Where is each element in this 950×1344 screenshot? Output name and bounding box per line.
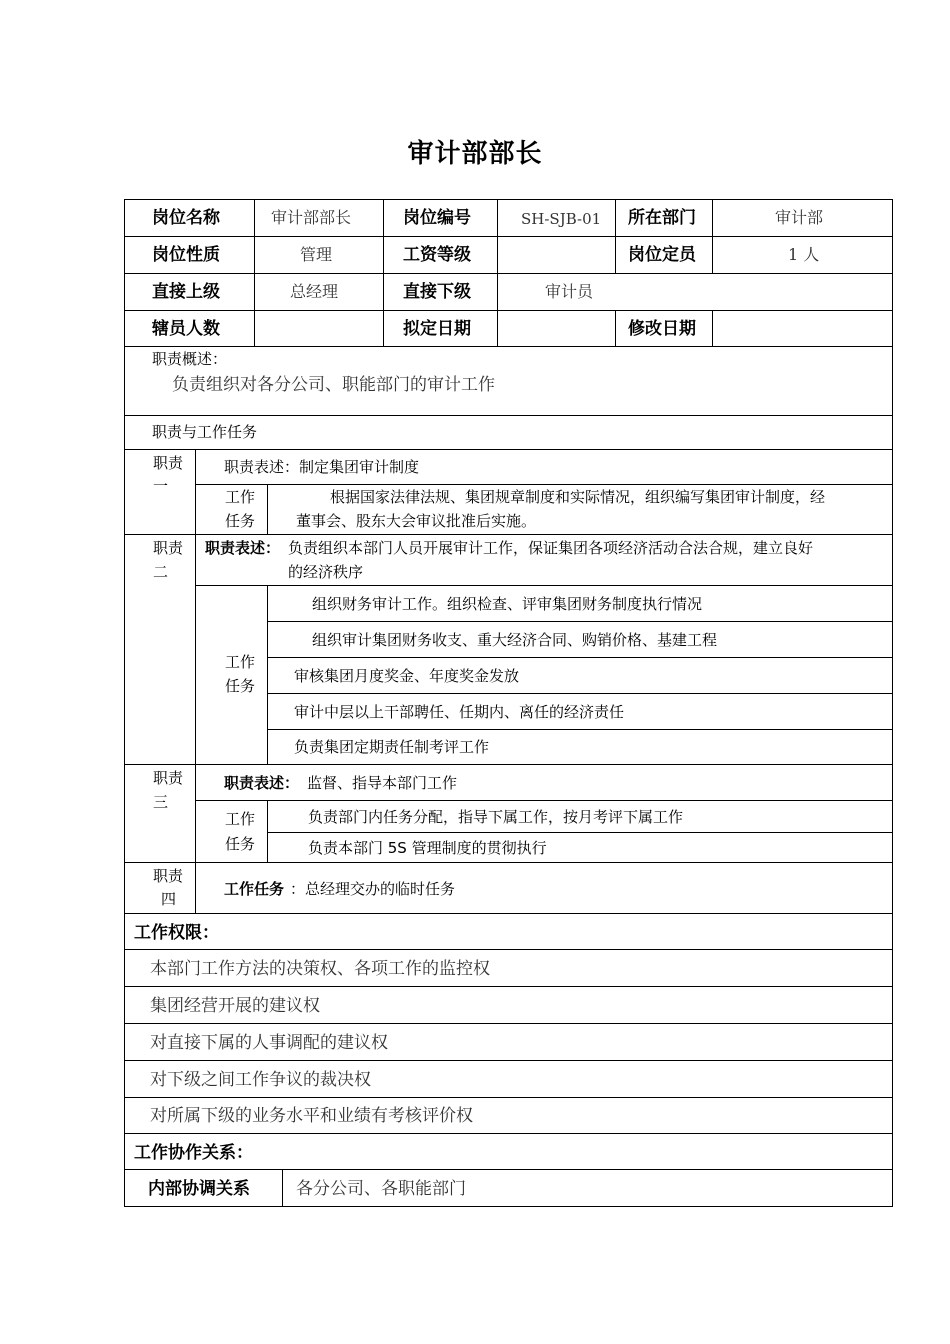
duty1-task-line-1: 根据国家法律法规、集团规章制度和实际情况，组织编写集团审计制度，经 bbox=[330, 488, 826, 506]
direct-subordinate-value: 审计员 bbox=[545, 282, 594, 301]
headcount-label: 岗位定员 bbox=[628, 245, 696, 265]
salary-grade-label: 工资等级 bbox=[403, 245, 471, 265]
duties-label: 职责与工作任务 bbox=[152, 423, 258, 441]
headcount-value: 1 人 bbox=[788, 245, 820, 264]
staff-count-label: 辖员人数 bbox=[152, 319, 220, 339]
position-name-value: 审计部部长 bbox=[271, 208, 352, 227]
summary-label: 职责概述： bbox=[152, 350, 228, 368]
duty2-task: 审计中层以上干部聘任、任期内、离任的经济责任 bbox=[294, 703, 625, 721]
duty3-desc-text: 监督、指导本部门工作 bbox=[307, 774, 458, 792]
duty4-name-2: 四 bbox=[161, 890, 177, 908]
position-name-label: 岗位名称 bbox=[152, 208, 220, 228]
duty2-task: 组织审计集团财务收支、重大经济合同、购销价格、基建工程 bbox=[312, 631, 718, 649]
duty3-task-label-1: 工作 bbox=[225, 810, 256, 828]
relations-label: 工作协作关系： bbox=[134, 1143, 253, 1163]
duty1-task-line-2: 董事会、股东大会审议批准后实施。 bbox=[296, 512, 537, 530]
duty1-task-label-2: 任务 bbox=[225, 512, 256, 530]
internal-relations-label: 内部协调关系 bbox=[148, 1179, 250, 1199]
authority-item: 对所属下级的业务水平和业绩有考核评价权 bbox=[150, 1106, 473, 1126]
duty2-task-label-1: 工作 bbox=[225, 653, 256, 671]
duty2-task: 审核集团月度奖金、年度奖金发放 bbox=[294, 667, 520, 685]
summary-text: 负责组织对各分公司、职能部门的审计工作 bbox=[172, 375, 495, 395]
position-code-label: 岗位编号 bbox=[403, 208, 471, 228]
duty1-task-label-1: 工作 bbox=[225, 488, 256, 506]
position-nature-value: 管理 bbox=[300, 245, 333, 264]
duty4-label: 工作任务 bbox=[224, 880, 285, 898]
department-label: 所在部门 bbox=[628, 208, 696, 228]
duty2-desc-line-1: 负责组织本部门人员开展审计工作，保证集团各项经济活动合法合规，建立良好 bbox=[288, 539, 814, 557]
authority-label-cell bbox=[124, 913, 893, 950]
duty3-task: 负责本部门 5S 管理制度的贯彻执行 bbox=[308, 839, 547, 857]
draft-date-label: 拟定日期 bbox=[403, 319, 471, 339]
internal-relations-value: 各分公司、各职能部门 bbox=[296, 1179, 466, 1199]
duty3-task-label-2: 任务 bbox=[225, 835, 256, 853]
duty2-task-label-cell bbox=[195, 585, 268, 765]
direct-superior-value: 总经理 bbox=[290, 282, 339, 301]
duty1-name-2: 一 bbox=[153, 477, 169, 495]
duty3-desc-cell bbox=[195, 764, 893, 801]
direct-subordinate-label: 直接下级 bbox=[403, 282, 471, 302]
duty2-task: 组织财务审计工作。组织检查、评审集团财务制度执行情况 bbox=[312, 595, 703, 613]
page-title: 审计部部长 bbox=[407, 139, 543, 169]
modify-date-label: 修改日期 bbox=[628, 319, 696, 339]
duty2-name-2: 二 bbox=[153, 563, 169, 581]
duty1-name-1: 职责 bbox=[153, 454, 184, 472]
duty3-name-1: 职责 bbox=[153, 769, 184, 787]
position-code-value: SH-SJB-01 bbox=[521, 210, 602, 228]
duty1-description: 职责表述：制定集团审计制度 bbox=[224, 458, 420, 476]
duty2-task: 负责集团定期责任制考评工作 bbox=[294, 738, 490, 756]
cell bbox=[497, 236, 616, 274]
duty2-name-1: 职责 bbox=[153, 539, 184, 557]
duty2-desc-line-2: 的经济秩序 bbox=[288, 563, 364, 581]
duty2-desc-label: 职责表述： bbox=[205, 539, 281, 557]
duty2-task-label-2: 任务 bbox=[225, 677, 256, 695]
authority-item: 对直接下属的人事调配的建议权 bbox=[150, 1033, 388, 1053]
duty3-task: 负责部门内任务分配，指导下属工作，按月考评下属工作 bbox=[308, 808, 684, 826]
authority-item: 对下级之间工作争议的裁决权 bbox=[150, 1070, 371, 1090]
duty4-text: ：总经理交办的临时任务 bbox=[290, 880, 456, 898]
authority-item: 本部门工作方法的决策权、各项工作的监控权 bbox=[150, 959, 490, 979]
cell bbox=[497, 310, 616, 347]
department-value: 审计部 bbox=[775, 208, 824, 227]
cell bbox=[712, 310, 893, 347]
authority-label: 工作权限： bbox=[134, 923, 219, 943]
cell bbox=[254, 310, 384, 347]
direct-superior-label: 直接上级 bbox=[152, 282, 220, 302]
duty3-name-2: 三 bbox=[153, 793, 169, 811]
duty4-name-1: 职责 bbox=[153, 867, 184, 885]
duty3-desc-label: 职责表述： bbox=[224, 774, 300, 792]
position-nature-label: 岗位性质 bbox=[152, 245, 220, 265]
authority-item: 集团经营开展的建议权 bbox=[150, 996, 320, 1016]
